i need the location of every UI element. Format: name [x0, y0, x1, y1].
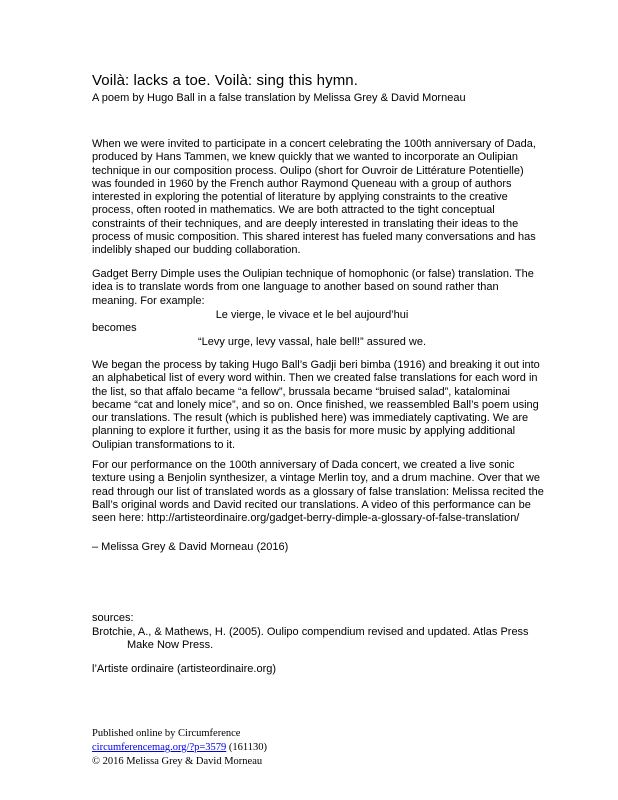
- text-line: Ball’s original words and David recited our translations. A video of this performance can be: [92, 498, 531, 511]
- text-line: process, often rooted in mathematics. We are both attracted to the tight conceptual: [92, 204, 495, 217]
- source-reference-line1: Brotchie, A., & Mathews, H. (2005). Oulipo compendium revised and updated. Atlas Press: [92, 626, 529, 638]
- text-line: seen here: http://artisteordinaire.org/gadget-berry-dimple-a-glossary-of-false-translation/: [92, 512, 520, 525]
- footer-published-line: Published online by Circumference: [92, 728, 241, 739]
- text-line: When we were invited to participate in a concert celebrating the 100th anniversary of Dada,: [92, 138, 536, 150]
- footer-permalink-line: [92, 741, 532, 755]
- author-signature: – Melissa Grey & David Morneau (2016): [92, 541, 289, 553]
- example-english-line: “Levy urge, levy vassal, hale bell!” assured we.: [197, 336, 427, 348]
- source-reference-artiste: l’Artiste ordinaire (artisteordinaire.org): [92, 663, 277, 675]
- footer-permalink-link[interactable]: circumferencemag.org/?p=3579: [92, 742, 227, 753]
- text-line: an alphabetical list of every word within. Then we created false translations for each word in: [92, 372, 538, 385]
- paragraph-technique: [92, 268, 532, 308]
- text-line: Gadget Berry Dimple uses the Oulipian technique of homophonic (or false) translation. The: [92, 268, 534, 280]
- text-line: interested in exploring the potential of literature by applying constraints to the creative: [92, 191, 508, 204]
- paragraph-process: [92, 359, 540, 452]
- text-line: was founded in 1960 by the French author Raymond Queneau with a group of authors: [92, 177, 512, 190]
- source-reference-line2: Make Now Press.: [127, 639, 214, 651]
- paragraph-introduction: [92, 138, 536, 258]
- text-line: meaning. For example:: [92, 294, 205, 307]
- text-line: Oulipian transformations to it.: [92, 438, 236, 451]
- footer-permalink-code: (161130): [226, 742, 268, 753]
- text-line: constraints of their techniques, and are deeply interested in translating their ideas to the: [92, 217, 519, 230]
- text-line: indelibly shaped our budding collaboration.: [92, 244, 301, 257]
- text-line: For our performance on the 100th anniversary of Dada concert, we created a live sonic: [92, 459, 515, 471]
- example-becomes-label: becomes: [92, 322, 137, 334]
- paragraph-performance: [92, 459, 544, 525]
- text-line: We began the process by taking Hugo Ball’s Gadji beri bimba (1916) and breaking it out into: [92, 359, 540, 371]
- text-line: became “cat and lonely mice”, and so on. Once finished, we reassembled Ball’s poem using: [92, 398, 539, 411]
- page-subtitle: A poem by Hugo Ball in a false translation by Melissa Grey & David Morneau: [92, 92, 466, 104]
- footer-copyright: © 2016 Melissa Grey & David Morneau: [92, 756, 263, 767]
- text-line: read through our list of translated words as a glossary of false translation: Melissa recited the: [92, 485, 544, 498]
- text-line: texture using a Benjolin synthesizer, a vintage Merlin toy, and a drum machine. Over that we: [92, 472, 540, 485]
- text-line: our translations. The result (which is published here) was immediately captivating. We are: [92, 412, 529, 425]
- text-line: idea is to translate words from one language to another based on sound rather than: [92, 281, 499, 294]
- text-line: process of music composition. This shared interest has fueled many conversations and has: [92, 231, 536, 244]
- text-line: planning to explore it further, using it as the basis for more music by applying additional: [92, 425, 516, 438]
- example-french-line: Le vierge, le vivace et le bel aujourd’hui: [215, 309, 409, 321]
- page-title: Voilà: lacks a toe. Voilà: sing this hymn.: [92, 72, 359, 89]
- text-line: technique in our composition process. Oulipo (short for Ouvroir de Littérature Potentielle): [92, 164, 524, 177]
- text-line: produced by Hans Tammen, we knew quickly that we wanted to incorporate an Oulipian: [92, 151, 518, 164]
- sources-heading: sources:: [92, 612, 134, 624]
- text-line: the list, so that affalo became “a fellow”, brussala became “bruised salad”, katalominai: [92, 385, 511, 398]
